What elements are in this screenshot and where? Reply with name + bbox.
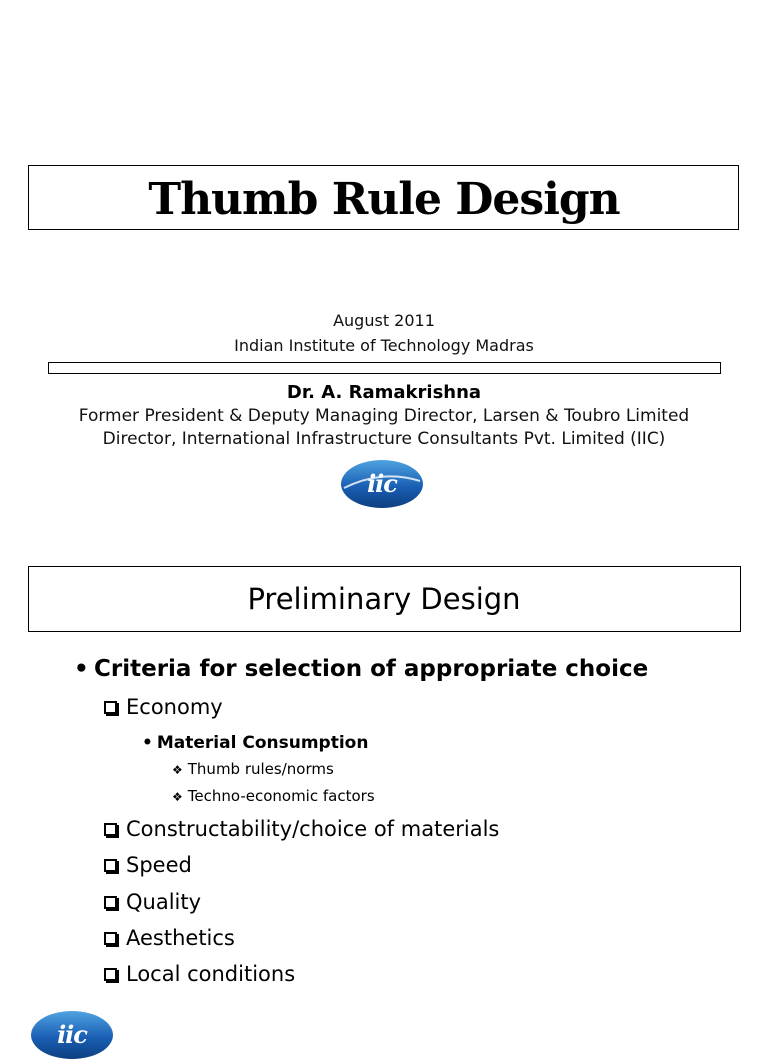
checkbox-bullet-icon <box>104 896 117 909</box>
diamond-bullet-icon: ❖ <box>172 763 183 777</box>
disc-bullet-icon: • <box>142 733 153 753</box>
criteria-item-label: Local conditions <box>126 962 296 986</box>
iic-logo <box>340 459 424 509</box>
checkbox-bullet-icon <box>104 968 117 981</box>
author-role-2: Director, International Infrastructure Consultants Pvt. Limited (IIC) <box>102 429 666 449</box>
disc-bullet-icon: • <box>74 656 89 682</box>
detail-item-label: Techno-economic factors <box>187 787 375 805</box>
criteria-item-label: Quality <box>126 890 202 914</box>
criteria-item-speed <box>104 850 192 880</box>
slide-title: Thumb Rule Design <box>148 174 620 225</box>
criteria-item-aesthetics <box>104 923 235 953</box>
main-bullet <box>74 653 648 685</box>
svg-text:iic: iic <box>57 1020 87 1049</box>
criteria-item-label: Aesthetics <box>126 926 235 950</box>
criteria-item-label: Economy <box>126 695 223 719</box>
criteria-item-label: Constructability/choice of materials <box>126 817 500 841</box>
iic-logo <box>30 1010 114 1060</box>
detail-item-thumb-rules <box>172 758 334 781</box>
checkbox-bullet-icon <box>104 701 117 714</box>
author-role-1: Former President & Deputy Managing Director, Larsen & Toubro Limited <box>78 406 690 426</box>
criteria-item-constructability <box>104 814 499 844</box>
author-name: Dr. A. Ramakrishna <box>286 382 482 403</box>
checkbox-bullet-icon <box>104 932 117 945</box>
criteria-item-label: Speed <box>126 853 192 877</box>
presentation-date: August 2011 <box>333 311 435 330</box>
diamond-bullet-icon: ❖ <box>172 790 183 804</box>
criteria-item-quality <box>104 887 201 917</box>
institute-name: Indian Institute of Technology Madras <box>234 336 534 355</box>
checkbox-bullet-icon <box>104 823 117 836</box>
slide-heading: Preliminary Design <box>247 582 521 616</box>
checkbox-bullet-icon <box>104 859 117 872</box>
detail-item-techno-economic <box>172 785 375 808</box>
detail-item-label: Thumb rules/norms <box>187 760 334 778</box>
sub-bullet-label: Material Consumption <box>156 733 369 753</box>
criteria-item-local-conditions <box>104 959 295 989</box>
main-bullet-text: Criteria for selection of appropriate choice <box>94 656 649 682</box>
sub-bullet-material <box>142 731 368 755</box>
criteria-item-economy <box>104 692 223 722</box>
divider-bar <box>48 362 721 374</box>
svg-text:iic: iic <box>367 469 397 498</box>
